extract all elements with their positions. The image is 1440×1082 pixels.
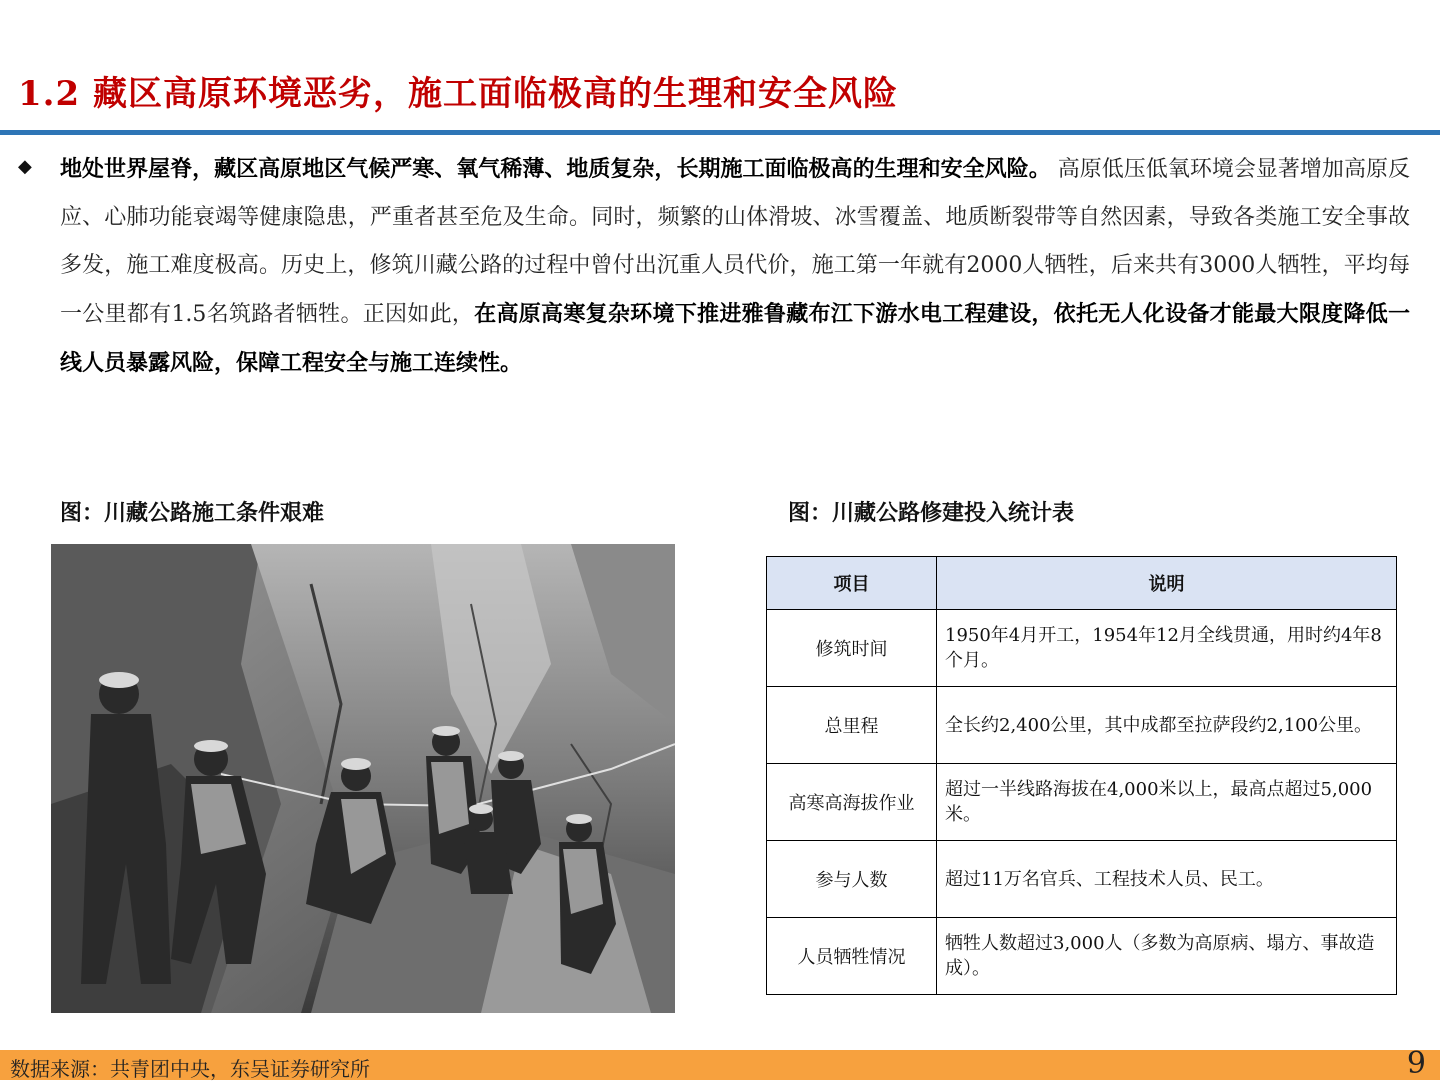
page-title: 1.2 藏区高原环境恶劣，施工面临极高的生理和安全风险: [18, 74, 898, 114]
row-item-cell: 参与人数: [767, 841, 937, 918]
construction-stats-table: [766, 556, 1397, 995]
table-row: [767, 610, 1397, 687]
table-row: [767, 687, 1397, 764]
row-item-cell: 人员牺牲情况: [767, 918, 937, 995]
column-header-item: 项目: [767, 557, 937, 610]
body-bold-tail: 在高原高寒复杂环境下推进雅鲁藏布江下游水电工程建设，依托无人化设备才能最大限度降低一线人员暴露风险，保障工程安全与施工连续性。: [60, 301, 1410, 376]
diamond-bullet-icon: ◆: [18, 156, 32, 177]
row-desc-cell: 超过11万名官兵、工程技术人员、民工。: [937, 841, 1397, 918]
page-number: 9: [1406, 1046, 1426, 1081]
row-desc-cell: 全长约2,400公里，其中成都至拉萨段约2,100公里。: [937, 687, 1397, 764]
body-paragraph: [60, 145, 1410, 388]
column-header-desc: 说明: [937, 557, 1397, 610]
table-row: [767, 841, 1397, 918]
row-desc-cell: 超过一半线路海拔在4,000米以上，最高点超过5,000米。: [937, 764, 1397, 841]
footer-bar: [0, 1046, 1440, 1081]
table-row: [767, 764, 1397, 841]
table-row: [767, 918, 1397, 995]
body-normal-text: 高原低压低氧环境会显著增加高原反应、心肺功能衰竭等健康隐患，严重者甚至危及生命。同时，频繁的山体滑坡、冰雪覆盖、地质断裂带等自然因素，导致各类施工安全事故多发，施工难度极高。历史上，修筑川藏公路的过程中曾付出沉重人员代价，施工第一年就有2000人牺牲，后来共有3000人牺牲，平均每一公里都有1.5名筑路者牺牲。正因如此，: [60, 157, 1410, 327]
figure-right-caption: 图：川藏公路修建投入统计表: [788, 500, 1075, 526]
road-construction-photo: [51, 544, 675, 1013]
table-header-row: [767, 557, 1397, 610]
row-item-cell: 总里程: [767, 687, 937, 764]
data-source: 数据来源：共青团中央，东吴证券研究所: [10, 1057, 370, 1081]
row-desc-cell: 1950年4月开工，1954年12月全线贯通，用时约4年8个月。: [937, 610, 1397, 687]
figure-left-caption: 图：川藏公路施工条件艰难: [60, 500, 325, 526]
title-divider: [0, 130, 1440, 135]
row-item-cell: 修筑时间: [767, 610, 937, 687]
row-item-cell: 高寒高海拔作业: [767, 764, 937, 841]
body-bold-lead: 地处世界屋脊，藏区高原地区气候严寒、氧气稀薄、地质复杂，长期施工面临极高的生理和安全风险。: [60, 156, 1051, 182]
row-desc-cell: 牺牲人数超过3,000人（多数为高原病、塌方、事故造成）。: [937, 918, 1397, 995]
